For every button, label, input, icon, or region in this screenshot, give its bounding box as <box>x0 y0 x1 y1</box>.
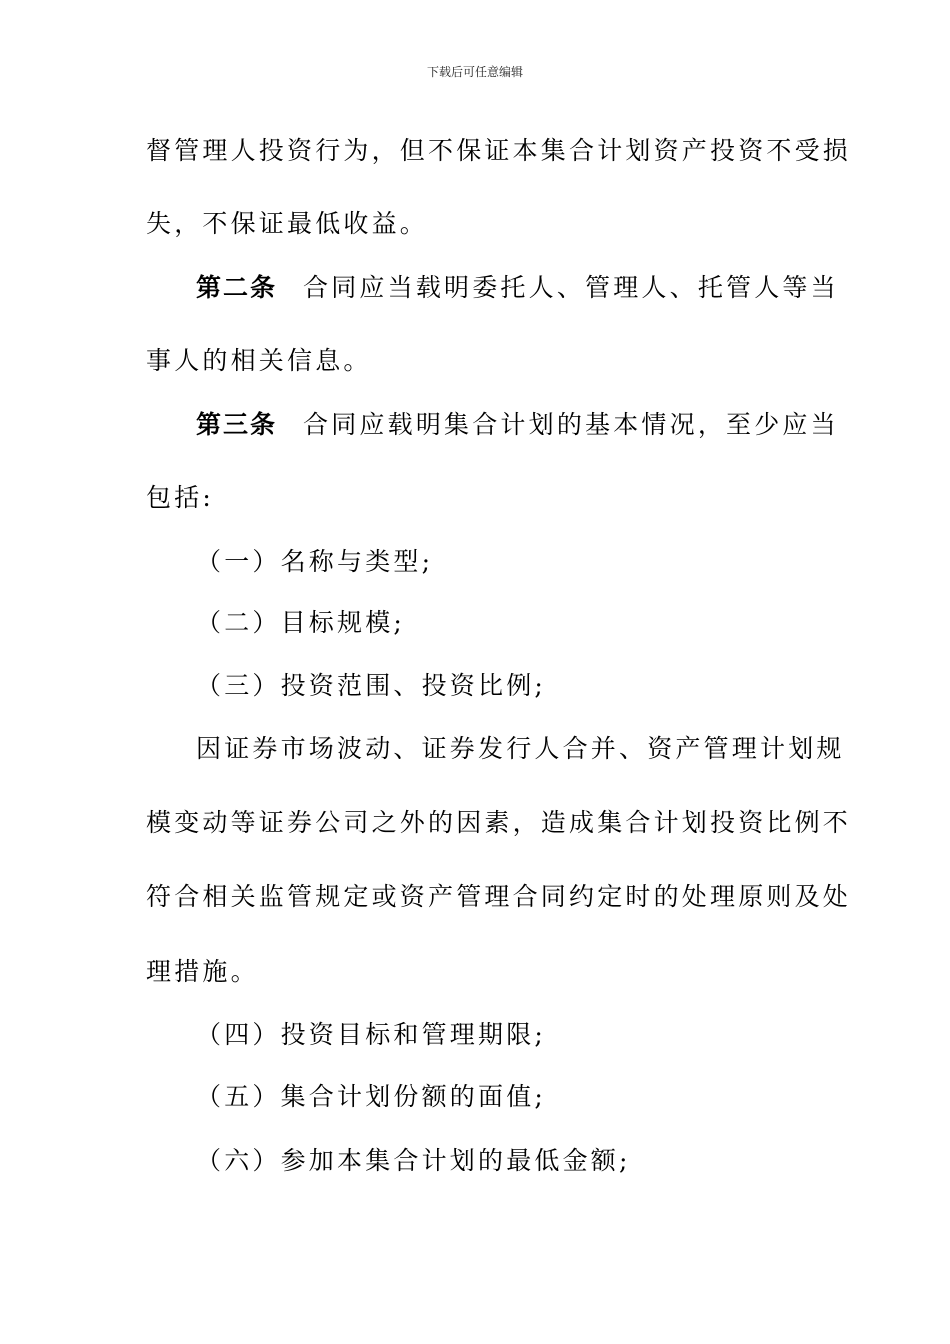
body-line: 包括: <box>146 483 215 512</box>
body-line: 模变动等证券公司之外的因素，造成集合计划投资比例不 <box>146 808 852 837</box>
body-line: 督管理人投资行为，但不保证本集合计划资产投资不受损 <box>146 136 852 165</box>
body-line: 因证券市场波动、证券发行人合并、资产管理计划规 <box>196 734 845 763</box>
body-line: 理措施。 <box>146 957 259 986</box>
list-item: （六）参加本集合计划的最低金额; <box>196 1146 631 1175</box>
list-item: （三）投资范围、投资比例; <box>196 671 547 700</box>
list-item: （五）集合计划份额的面值; <box>196 1082 547 1111</box>
list-item: （一）名称与类型; <box>196 547 434 576</box>
body-line: 符合相关监管规定或资产管理合同约定时的处理原则及处 <box>146 882 852 911</box>
article-2-heading: 第二条 <box>196 273 278 302</box>
article-3-heading: 第三条 <box>196 410 278 439</box>
body-line: 失，不保证最低收益。 <box>146 209 429 238</box>
body-line: 合同应当载明委托人、管理人、托管人等当 <box>303 273 839 302</box>
article-3-paragraph <box>196 408 856 442</box>
body-line: 事人的相关信息。 <box>146 346 372 375</box>
list-item: （二）目标规模; <box>196 608 406 637</box>
article-2-paragraph <box>196 271 856 305</box>
body-line: 合同应载明集合计划的基本情况，至少应当 <box>303 410 839 439</box>
page-header: 下载后可任意编辑 <box>426 65 523 79</box>
list-item: （四）投资目标和管理期限; <box>196 1020 547 1049</box>
